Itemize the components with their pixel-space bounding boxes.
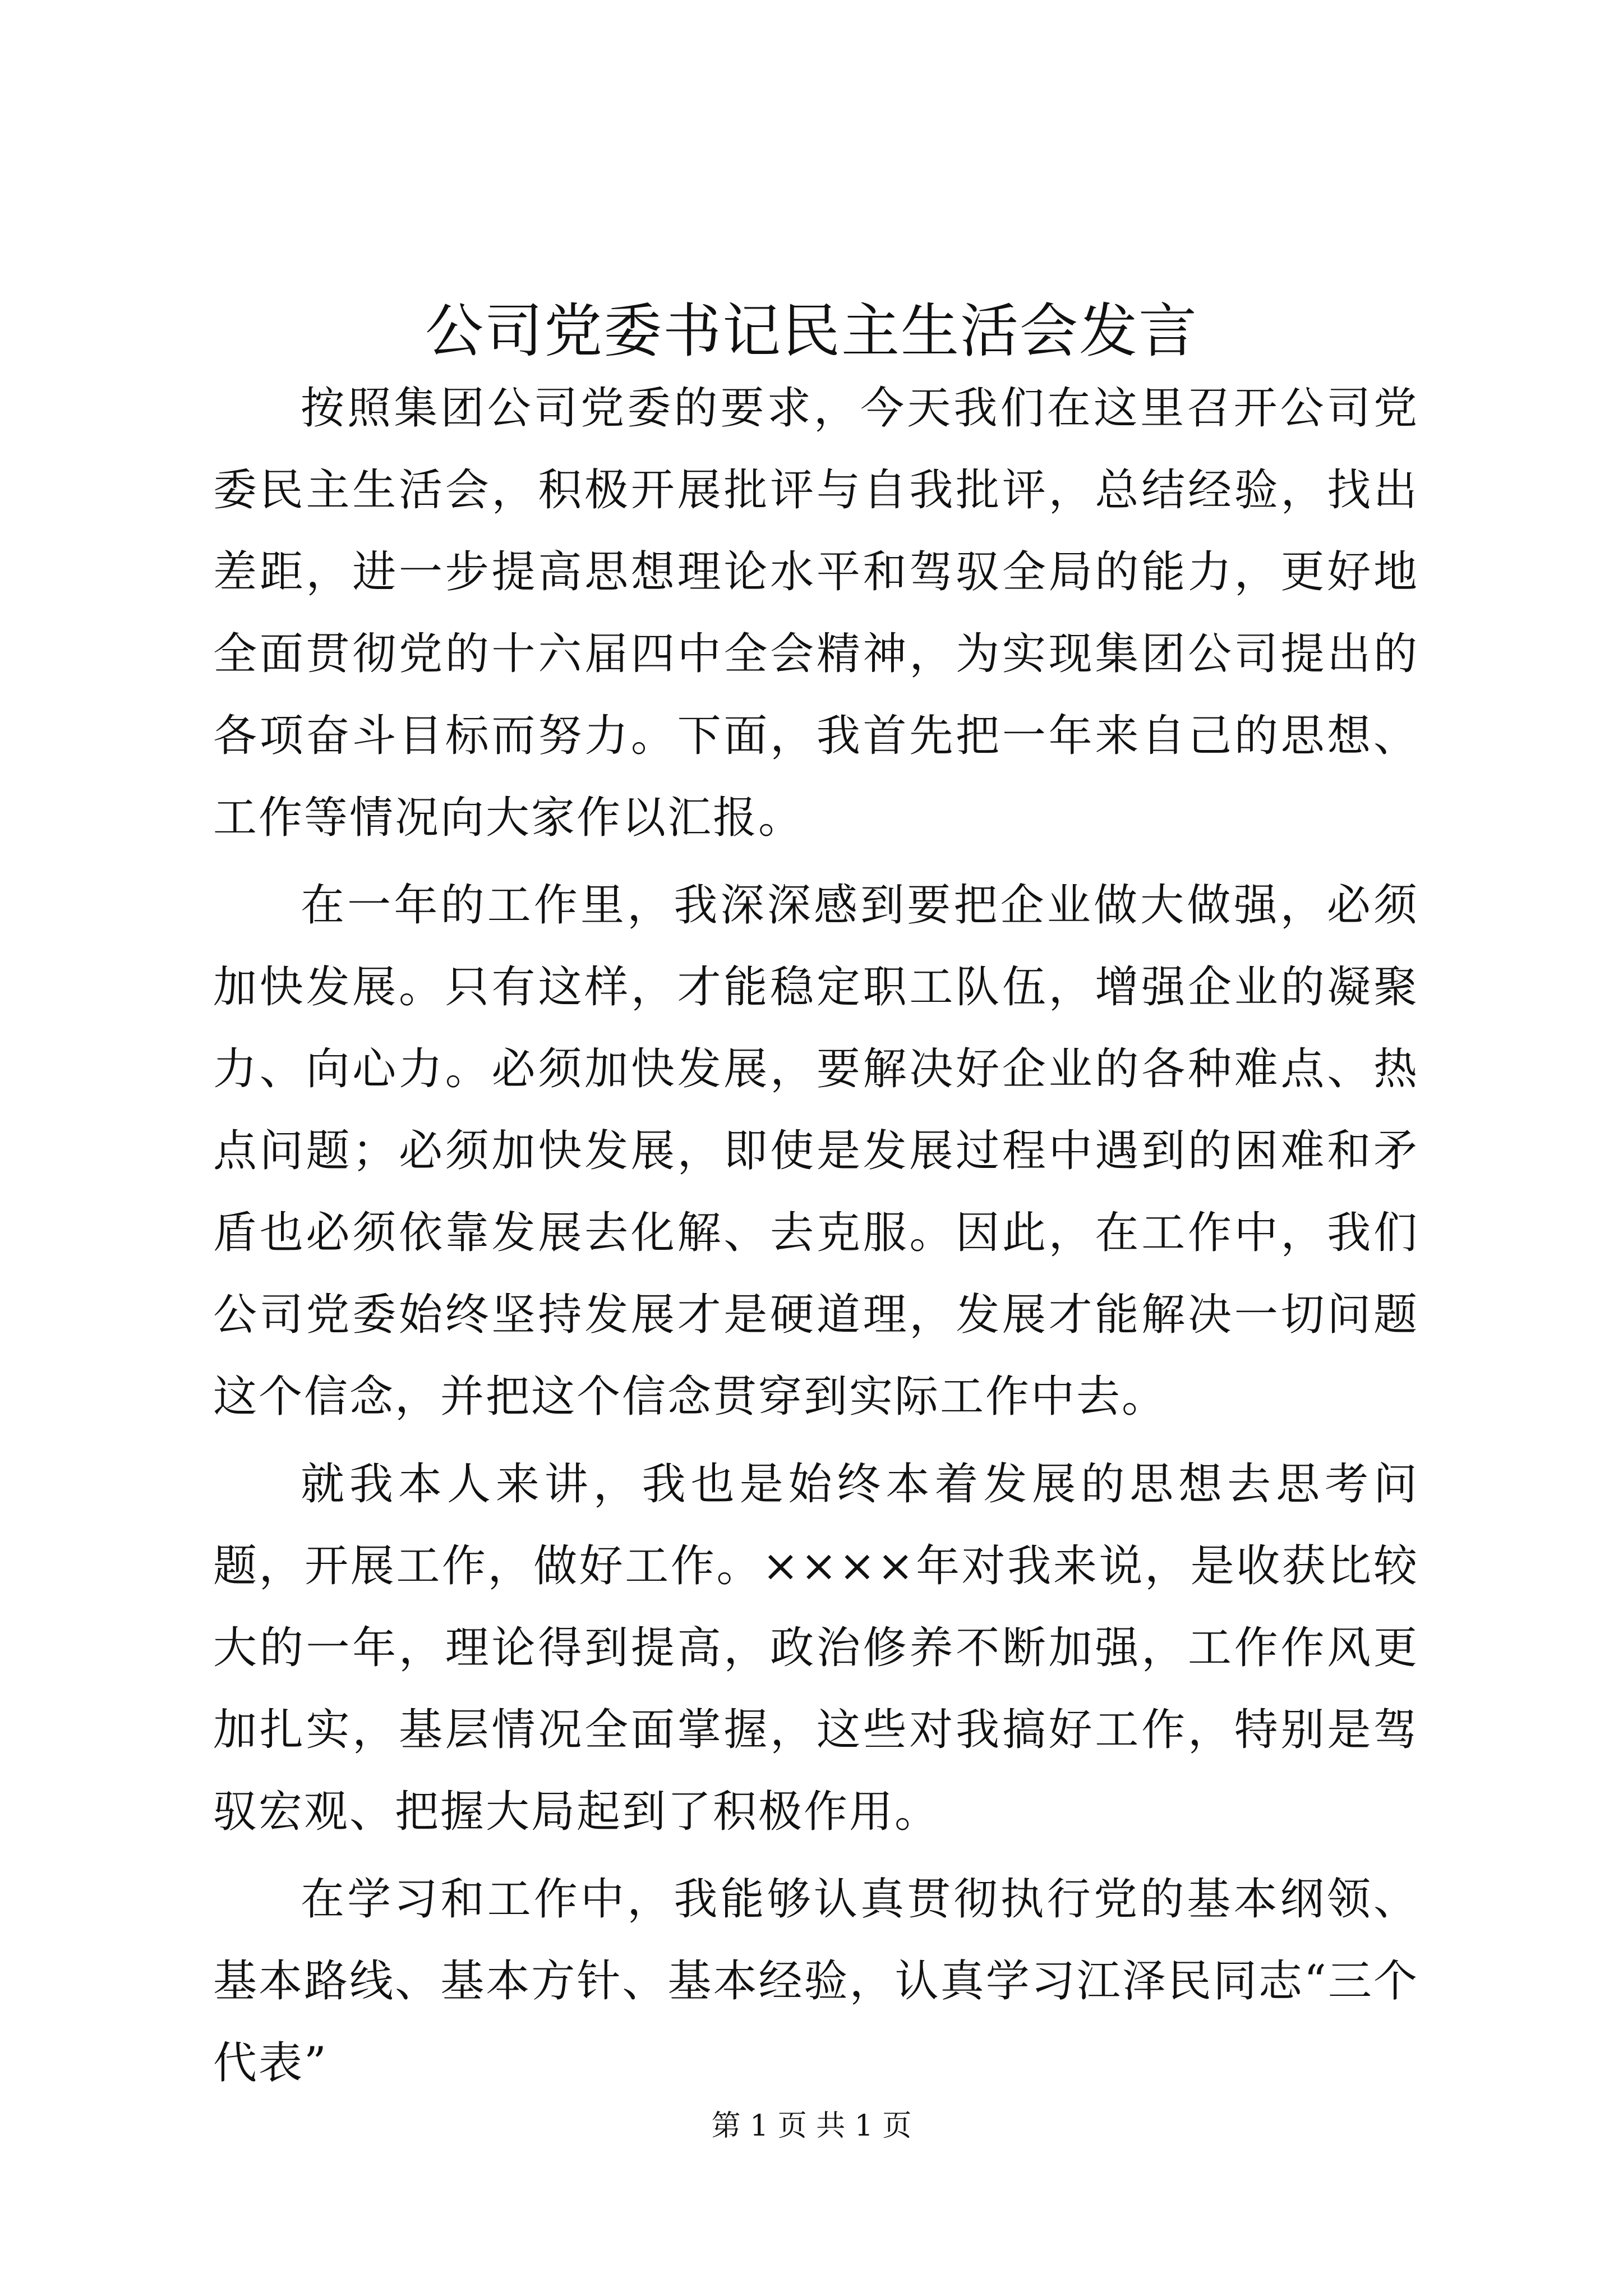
paragraph-4: 在学习和工作中，我能够认真贯彻执行党的基本纲领、基本路线、基本方针、基本经验，认真学习江泽民同志“三个代表”: [213, 1874, 1419, 2088]
paragraph-1: 按照集团公司党委的要求，今天我们在这里召开公司党委民主生活会，积极开展批评与自我批评，总结经验，找出差距，进一步提高思想理论水平和驾驭全局的能力，更好地全面贯彻党的十六届四中全会精神，为实现集团公司提出的各项奋斗目标而努力。下面，我首先把一年来自己的思想、工作等情况向大家作以汇报。: [213, 383, 1419, 843]
paragraph-2: 在一年的工作里，我深深感到要把企业做大做强，必须加快发展。只有这样，才能稳定职工队伍，增强企业的凝聚力、向心力。必须加快发展，要解决好企业的各种难点、热点问题；必须加快发展，即使是发展过程中遇到的困难和矛盾也必须依靠发展去化解、去克服。因此，在工作中，我们公司党委始终坚持发展才是硬道理，发展才能解决一切问题这个信念，并把这个信念贯穿到实际工作中去。: [213, 880, 1419, 1422]
document-body: [213, 367, 1419, 2110]
document-title: 公司党委书记民主生活会发言: [425, 297, 1198, 365]
paragraph-3: 就我本人来讲，我也是始终本着发展的思想去思考问题，开展工作，做好工作。××××年对我来说，是收获比较大的一年，理论得到提高，政治修养不断加强，工作作风更加扎实，基层情况全面掌握，这些对我搞好工作，特别是驾驭宏观、把握大局起到了积极作用。: [213, 1459, 1419, 1837]
page-footer: 第 1 页 共 1 页: [711, 2109, 912, 2143]
